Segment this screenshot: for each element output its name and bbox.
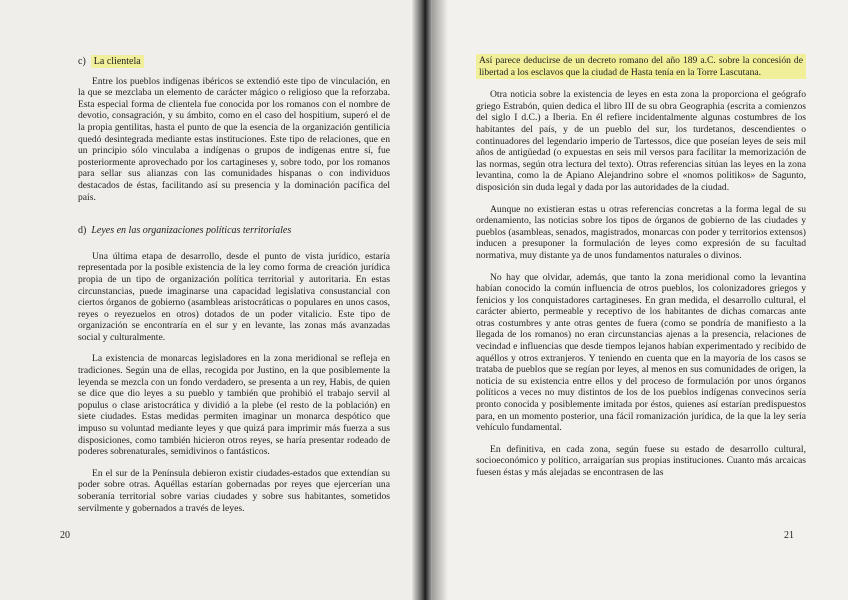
right-paragraph: Aunque no existieran estas u otras referencias concretas a la forma legal de su ordenamiento, las noticias sobre los tipos de órganos de gobierno de las ciudades y pueblos (asambleas, senados, magistrados, monarcas con poder y territorios extensos) inducen a presuponer la formulación de leyes como expresión de su facultad normativa, muy distante ya de unos fundamentos naturales o divinos.	[476, 203, 806, 261]
right-page-shadow	[432, 0, 448, 600]
right-page	[432, 0, 848, 600]
left-page-number: 20	[60, 530, 70, 541]
right-opening-paragraph: Así parece deducirse de un decreto romano del año 189 a.C. sobre la concesión de libertad a los esclavos que la ciudad de Hasta tenía en la Torre Lascutana.	[476, 54, 806, 79]
section-c-paragraph: Entre los pueblos indígenas ibéricos se extendió este tipo de vinculación, en la que se mezclaba un elemento de carácter mágico o religioso que la reforzaba. Esta especial forma de clientela fue conocida por los romanos con el nombre de devotio, consagración, y su ámbito, como en el caso del hospitium, superó el de la propia gentilitas, hasta el punto de que la esencia de la organización gentilicia quedó desintegrada mediante estas instituciones. Este tipo de relaciones, que en un principio sólo vinculaba a indígenas o grupos de indígenas entre sí, fue posteriormente aprovechado por los cartagineses y, sobre todo, por los romanos para sellar sus alianzas con las comunidades hispanas o con individuos destacados de éstas, facilitando así su presencia y la dominación pacífica del país.	[78, 75, 390, 203]
right-paragraph: No hay que olvidar, además, que tanto la zona meridional como la levantina habían conocido la común influencia de otros pueblos, los colonizadores griegos y fenicios y los conquistadores cartagineses. En gran medida, el desarrollo cultural, el carácter abierto, permeable y receptivo de los habitantes de dichas comarcas ante otras costumbres y ante otras gentes de fuera (como se pondría de manifiesto a la llegada de los romanos) no eran circunstancias ajenas a la presencia, relaciones de vecindad e influencias que desde tiempos lejanos habían experimentado y recibido de aquéllos y otros extranjeros. Y teniendo en cuenta que en la mayoría de los casos se trataba de pueblos que se regían por leyes, al menos en sus comunidades de origen, la noticia de su existencia entre ellos y del proceso de formulación por unos órganos políticos a veces no muy distintos de los de los pueblos indígenas convecinos sería pronto conocida y posiblemente imitada por éstos, quienes así estarían predispuestos para, en un momento posterior, una fácil romanización jurídica, de la que la ley sería vehículo fundamental.	[476, 271, 806, 434]
section-c-label: c)	[78, 56, 86, 67]
left-paragraph: Una última etapa de desarrollo, desde el punto de vista jurídico, estaría representada por la posible existencia de la ley como forma de creación jurídica propia de un tipo de organización política territorial y autoritaria. En estas circunstancias, puede imaginarse una capacidad legislativa consustancial con ciertos órganos de gobierno (asambleas aristocráticas o populares en unos casos, reyes o reyezuelos en otros) dotados de un poder vitalicio. Este tipo de organización se encontraría en el sur y en levante, las zonas más avanzadas social y culturalmente.	[78, 250, 390, 343]
section-d-heading	[78, 225, 390, 237]
left-paragraph: En el sur de la Península debieron existir ciudades-estados que extendían su poder sobre otras. Aquéllas estarían gobernadas por reyes que ejercerían una soberanía territorial sobre varias ciudades y sobre sus habitantes, sometidos servilmente y gobernados a través de leyes.	[78, 467, 390, 514]
right-page-text	[476, 54, 806, 479]
section-c-heading	[78, 56, 390, 68]
right-paragraph: Otra noticia sobre la existencia de leyes en esta zona la proporciona el geógrafo griego Estrabón, quien dedica el libro III de su obra Geographia (escrita a comienzos del siglo I d.C.) a Iberia. En él refiere incidentalmente algunas costumbres de los habitantes del país, y de un pueblo del sur, los turdetanos, descendientes o continuadores del legendario imperio de Tartessos, dice que poseían leyes de seis mil años de antigüedad (o expuestas en seis mil versos para facilitar la memorización de las normas, según otra lectura del texto). Otras referencias sitúan las leyes en la zona levantina, como la de Apiano Alejandrino sobre el «nomos politikos» de Sagunto, disposición sin duda legal y dada por las autoridades de la ciudad.	[476, 89, 806, 193]
section-c-title: La clientela	[91, 55, 144, 68]
left-page	[0, 0, 420, 600]
section-d-title: Leyes en las organizaciones políticas territoriales	[91, 225, 292, 237]
right-paragraph: En definitiva, en cada zona, según fuese su estado de desarrollo cultural, socioeconómico y político, arraigarían sus propias instituciones. Cuanto más arcaicas fuesen éstas y más alejadas se encontrasen de las	[476, 443, 806, 478]
left-paragraph: La existencia de monarcas legisladores en la zona meridional se refleja en tradiciones. Según una de ellas, recogida por Justino, en la que posiblemente la leyenda se mezcla con un fondo verdadero, se presenta a un rey, Habis, de quien se dice que dio leyes a su pueblo y también que prohibió el trabajo servil al populus o clase aristocrática y dividió a la plebe (el resto de la población) en siete ciudades. Estas medidas permiten imaginar un monarca despótico que impuso su voluntad mediante leyes y que quizá para imprimir más fuerza a sus disposiciones, como también hicieron otros reyes, se haría presentar rodeado de poderes sobrenaturales, semidivinos o fantásticos.	[78, 353, 390, 458]
right-page-number: 21	[784, 530, 794, 541]
section-d-label: d)	[78, 225, 87, 237]
left-page-text	[78, 56, 390, 514]
book-gutter	[412, 0, 434, 600]
